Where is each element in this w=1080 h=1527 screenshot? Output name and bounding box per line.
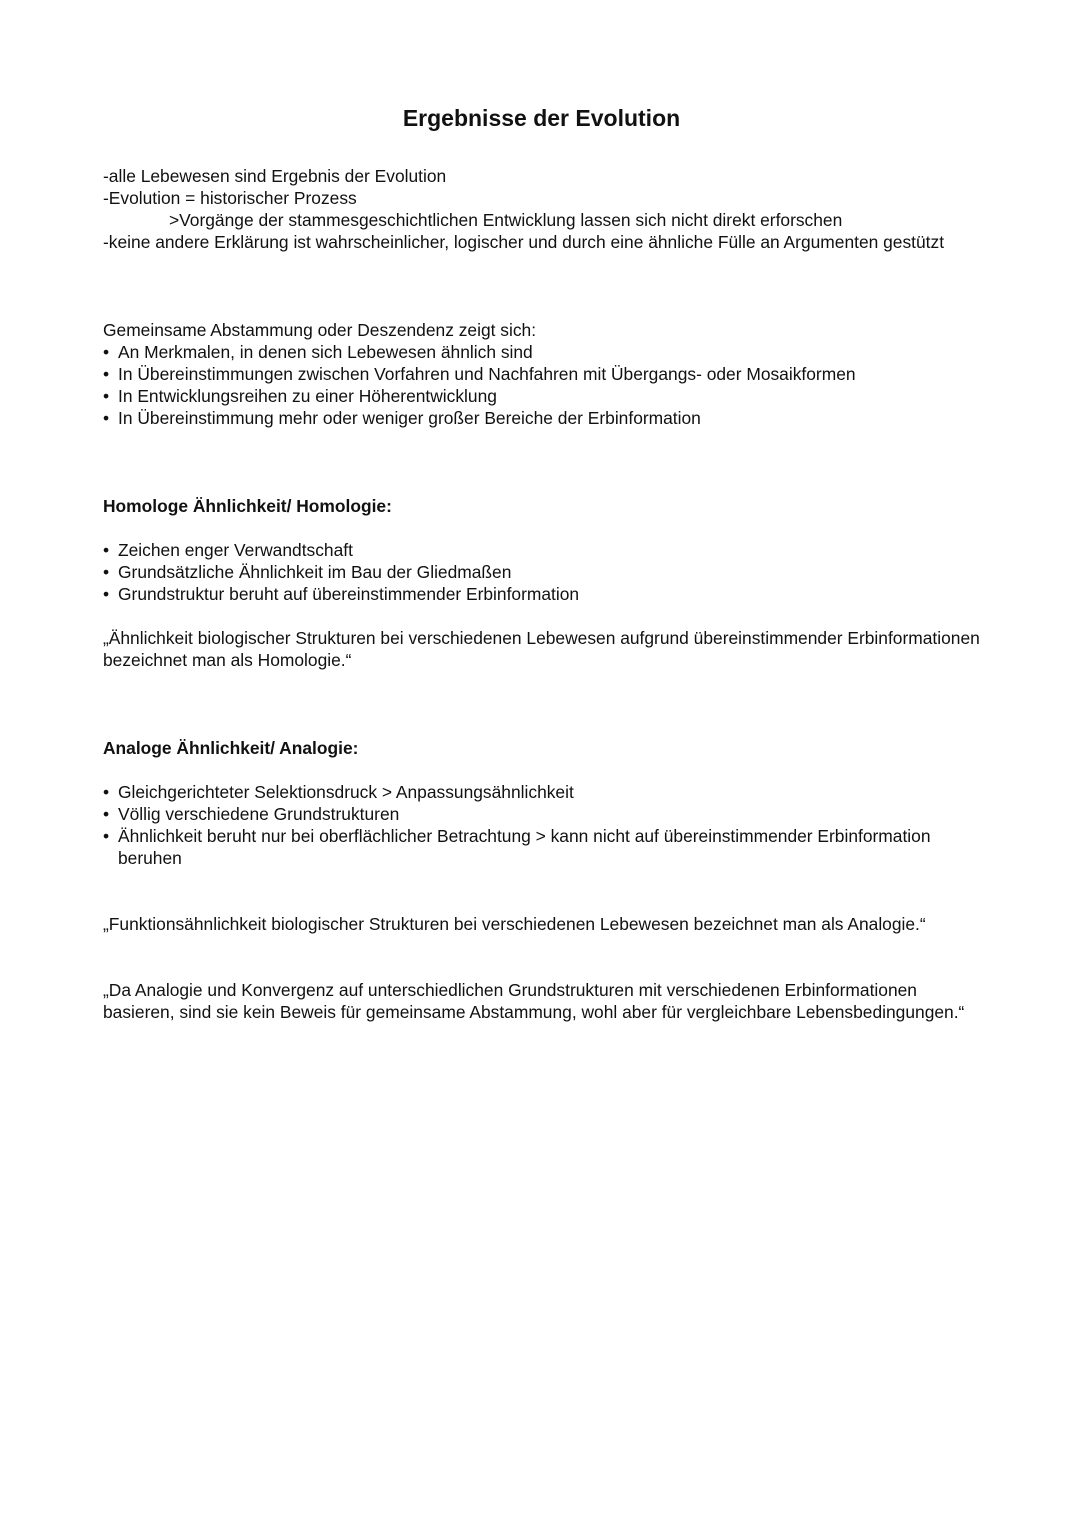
- homologie-section: [103, 495, 980, 671]
- intro-line: -keine andere Erklärung ist wahrscheinlicher, logischer und durch eine ähnliche Fülle an Argumenten gestützt: [103, 232, 945, 252]
- list-item: • In Entwicklungsreihen zu einer Höherentwicklung: [103, 385, 980, 407]
- intro-line: -Evolution = historischer Prozess: [103, 188, 357, 208]
- analogie-list: [103, 781, 980, 869]
- abstammung-list: [103, 341, 980, 429]
- homologie-list: [103, 539, 980, 605]
- intro-line: -alle Lebewesen sind Ergebnis der Evolution: [103, 166, 447, 186]
- analogie-definition-quote: „Funktionsähnlichkeit biologischer Strukturen bei verschiedenen Lebewesen bezeichnet man als Analogie.“: [103, 914, 926, 934]
- konvergenz-quote: „Da Analogie und Konvergenz auf unterschiedlichen Grundstrukturen mit verschiedenen Erbinformationen basieren, sind sie kein Beweis für gemeinsame Abstammung, wohl aber für vergleichbare Lebensbedingungen.“: [103, 980, 965, 1022]
- abstammung-lead: Gemeinsame Abstammung oder Deszendenz zeigt sich:: [103, 320, 537, 340]
- homologie-definition-quote: „Ähnlichkeit biologischer Strukturen bei verschiedenen Lebewesen aufgrund übereinstimmender Erbinformationen bezeichnet man als Homologie.“: [103, 628, 980, 670]
- analogie-section: [103, 737, 980, 1023]
- list-item: • Zeichen enger Verwandtschaft: [103, 539, 980, 561]
- intro-line-indented: >Vorgänge der stammesgeschichtlichen Entwicklung lassen sich nicht direkt erforschen: [169, 210, 843, 230]
- list-item: • Völlig verschiedene Grundstrukturen: [103, 803, 980, 825]
- abstammung-section: [103, 319, 980, 429]
- section-heading-analogie: Analoge Ähnlichkeit/ Analogie:: [103, 738, 359, 758]
- page-title: Ergebnisse der Evolution: [402, 105, 681, 131]
- list-item: • In Übereinstimmung mehr oder weniger großer Bereiche der Erbinformation: [103, 407, 980, 429]
- intro-block: [103, 165, 980, 253]
- list-item: • Gleichgerichteter Selektionsdruck > Anpassungsähnlichkeit: [103, 781, 980, 803]
- list-item: • Grundsätzliche Ähnlichkeit im Bau der Gliedmaßen: [103, 561, 980, 583]
- section-heading-homologie: Homologe Ähnlichkeit/ Homologie:: [103, 496, 392, 516]
- list-item: • An Merkmalen, in denen sich Lebewesen ähnlich sind: [103, 341, 980, 363]
- list-item: • Grundstruktur beruht auf übereinstimmender Erbinformation: [103, 583, 980, 605]
- list-item: • In Übereinstimmungen zwischen Vorfahren und Nachfahren mit Übergangs- oder Mosaikformen: [103, 363, 980, 385]
- list-item: • Ähnlichkeit beruht nur bei oberflächlicher Betrachtung > kann nicht auf übereinstimmender Erbinformation beruhen: [103, 825, 980, 869]
